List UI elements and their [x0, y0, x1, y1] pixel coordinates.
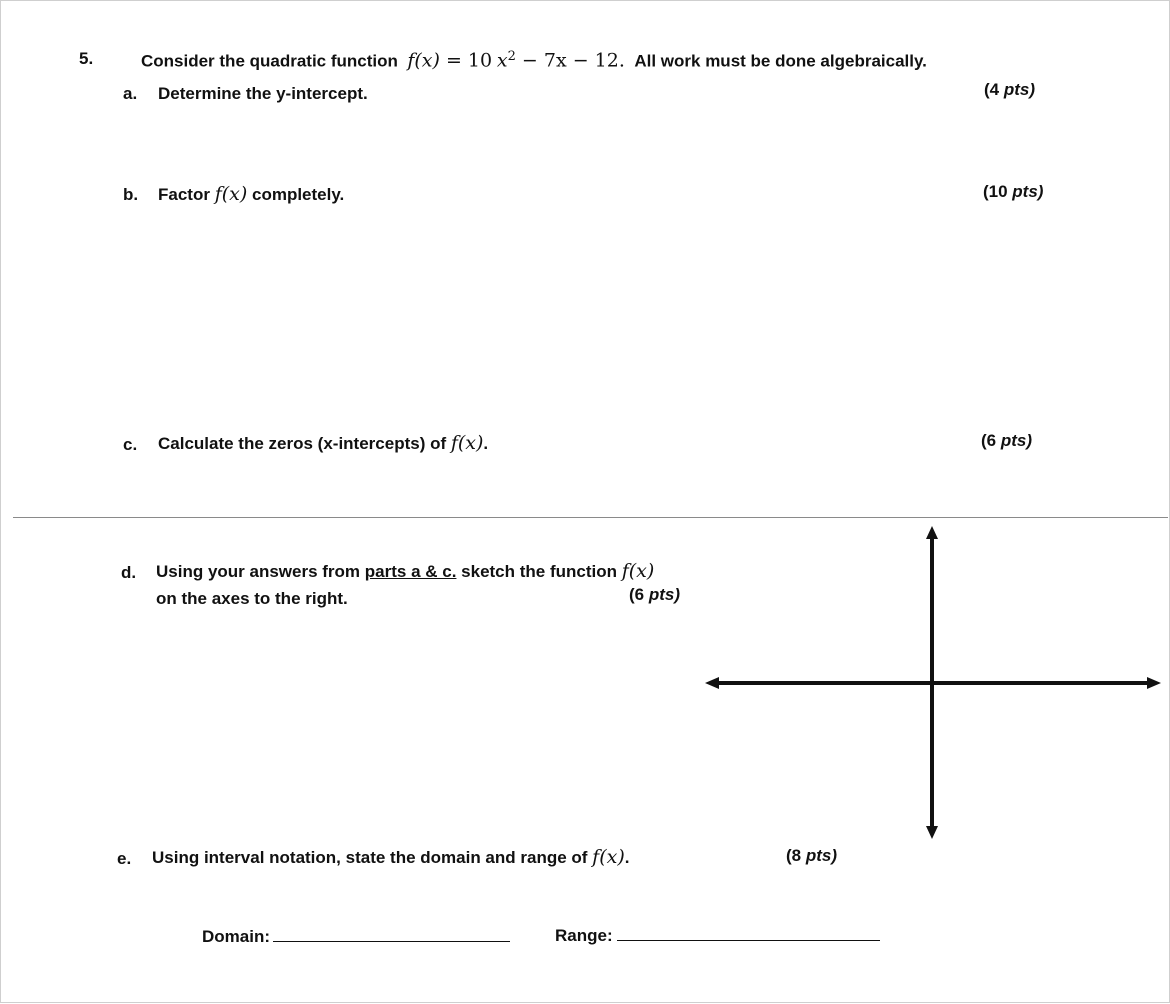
- part-a-points: (4 pts): [984, 80, 1036, 99]
- part-c-text: Calculate the zeros (x-intercepts) of f(x).: [158, 432, 489, 454]
- domain-answer: [202, 925, 510, 947]
- y-axis-top-arrow: [926, 526, 938, 539]
- part-b-letter: b.: [123, 185, 139, 204]
- domain-label: Domain:: [202, 927, 270, 946]
- function-rest: − 7x − 12.: [515, 49, 625, 72]
- part-a-text: Determine the y-intercept.: [158, 84, 368, 103]
- range-blank[interactable]: [617, 924, 880, 941]
- part-e-function: f(x): [592, 846, 625, 868]
- question-instruction: All work must be done algebraically.: [634, 51, 927, 71]
- y-axis-bottom-arrow: [926, 826, 938, 839]
- part-b-text: Factor f(x) completely.: [158, 183, 345, 205]
- part-c-letter: c.: [123, 435, 138, 454]
- function-exponent: 2: [507, 49, 516, 64]
- part-d-line1: Using your answers from parts a & c. sketch the function f(x): [156, 560, 655, 582]
- function-eq: = 10: [439, 49, 493, 72]
- part-b-function: f(x): [214, 183, 248, 205]
- part-d-function: f(x): [621, 560, 655, 582]
- part-c-function: f(x): [450, 432, 484, 454]
- x-axis-right-arrow: [1147, 677, 1161, 689]
- x-axis-left-arrow: [705, 677, 719, 689]
- range-answer: [555, 924, 880, 946]
- part-d-points: (6 pts): [629, 585, 681, 604]
- question-intro: Consider the quadratic function: [141, 51, 398, 71]
- part-e-text: Using interval notation, state the domain and range of f(x).: [152, 846, 630, 868]
- part-d-letter: d.: [121, 563, 137, 582]
- part-b-points: (10 pts): [983, 182, 1044, 201]
- domain-blank[interactable]: [273, 925, 510, 942]
- part-a-letter: a.: [123, 84, 138, 103]
- part-e-letter: e.: [117, 849, 132, 868]
- function-lhs: f(x): [407, 49, 440, 72]
- range-label: Range:: [555, 926, 613, 945]
- question-number: 5.: [79, 49, 94, 68]
- part-d-underlined-ref: parts a & c.: [364, 562, 457, 581]
- part-c-points: (6 pts): [981, 431, 1033, 450]
- part-d-line2: on the axes to the right.: [156, 589, 348, 608]
- function-x: x: [496, 49, 508, 72]
- part-e-points: (8 pts): [786, 846, 838, 865]
